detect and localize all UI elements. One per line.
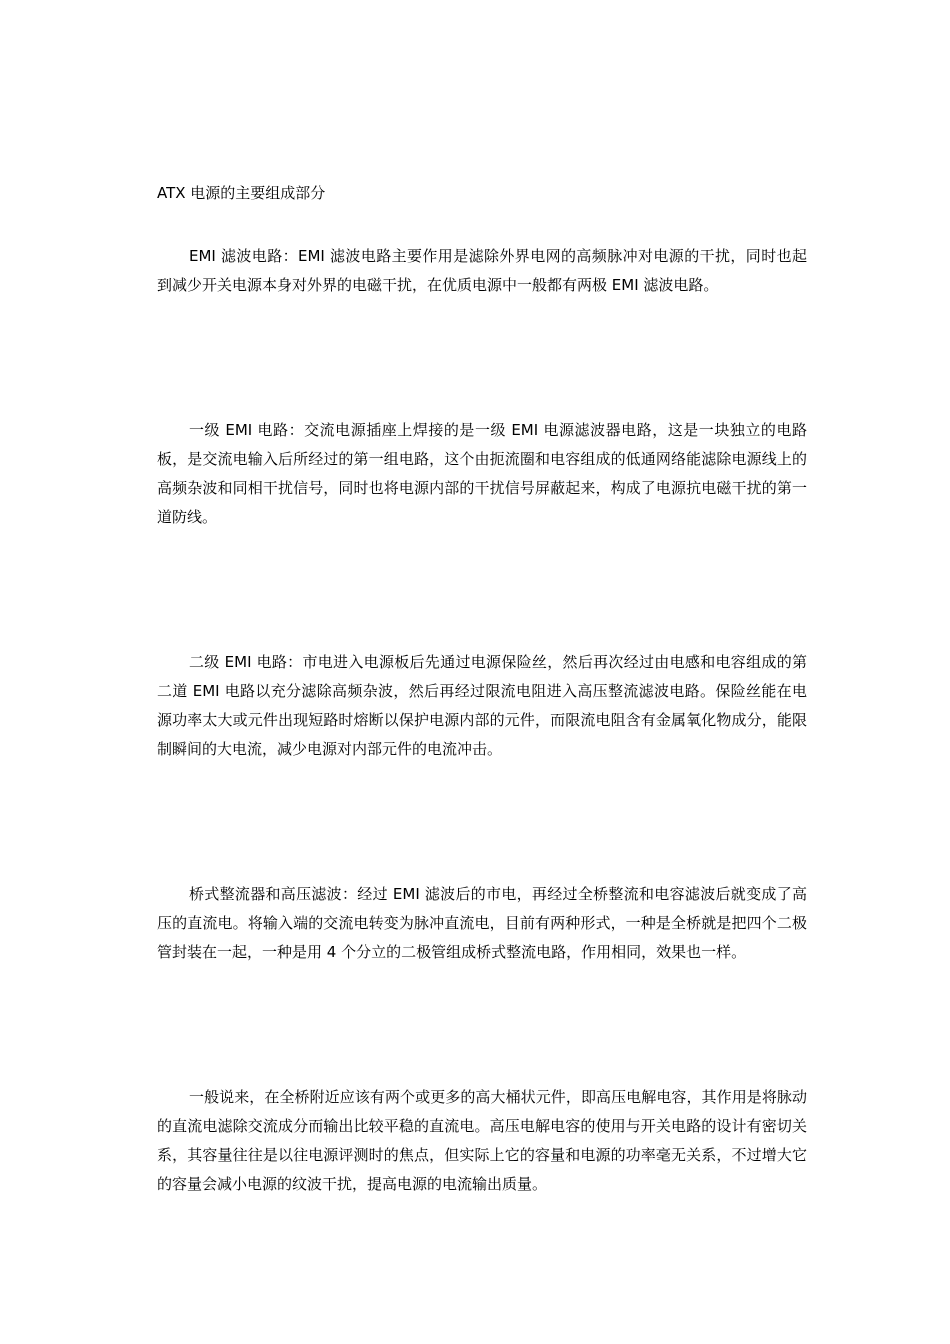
paragraph-electrolytic-capacitor: 一般说来，在全桥附近应该有两个或更多的高大桶状元件，即高压电解电容，其作用是将脉动的直流电滤除交流成分而输出比较平稳的直流电。高压电解电容的使用与开关电路的设计有密切关系，其容量往往是以往电源评测时的焦点，但实际上它的容量和电源的功率毫无关系，不过增大它的容量会减小电源的纹波干扰，提高电源的电流输出质量。 [157,1088,807,1193]
paragraph-bridge-rectifier: 桥式整流器和高压滤波：经过 EMI 滤波后的市电，再经过全桥整流和电容滤波后就变成了高压的直流电。将输入端的交流电转变为脉冲直流电，目前有两种形式，一种是全桥就是把四个二极管封装在一起，一种是用 4 个分立的二极管组成桥式整流电路，作用相同，效果也一样。 [157,885,807,961]
document-page [157,180,807,1199]
paragraph-first-stage-emi: 一级 EMI 电路：交流电源插座上焊接的是一级 EMI 电源滤波器电路，这是一块独立的电路板，是交流电输入后所经过的第一组电路，这个由扼流圈和电容组成的低通网络能滤除电源线上的高频杂波和同相干扰信号，同时也将电源内部的干扰信号屏蔽起来，构成了电源抗电磁干扰的第一道防线。 [157,421,807,526]
document-title: ATX 电源的主要组成部分 [157,184,326,202]
paragraph-emi-filter: EMI 滤波电路：EMI 滤波电路主要作用是滤除外界电网的高频脉冲对电源的干扰，同时也起到减少开关电源本身对外界的电磁干扰，在优质电源中一般都有两极 EMI 滤波电路。 [157,247,807,294]
paragraph-second-stage-emi: 二级 EMI 电路：市电进入电源板后先通过电源保险丝，然后再次经过由电感和电容组成的第二道 EMI 电路以充分滤除高频杂波，然后再经过限流电阻进入高压整流滤波电路。保险丝能在电源功率太大或元件出现短路时熔断以保护电源内部的元件，而限流电阻含有金属氧化物成分，能限制瞬间的大电流，减少电源对内部元件的电流冲击。 [157,653,807,758]
